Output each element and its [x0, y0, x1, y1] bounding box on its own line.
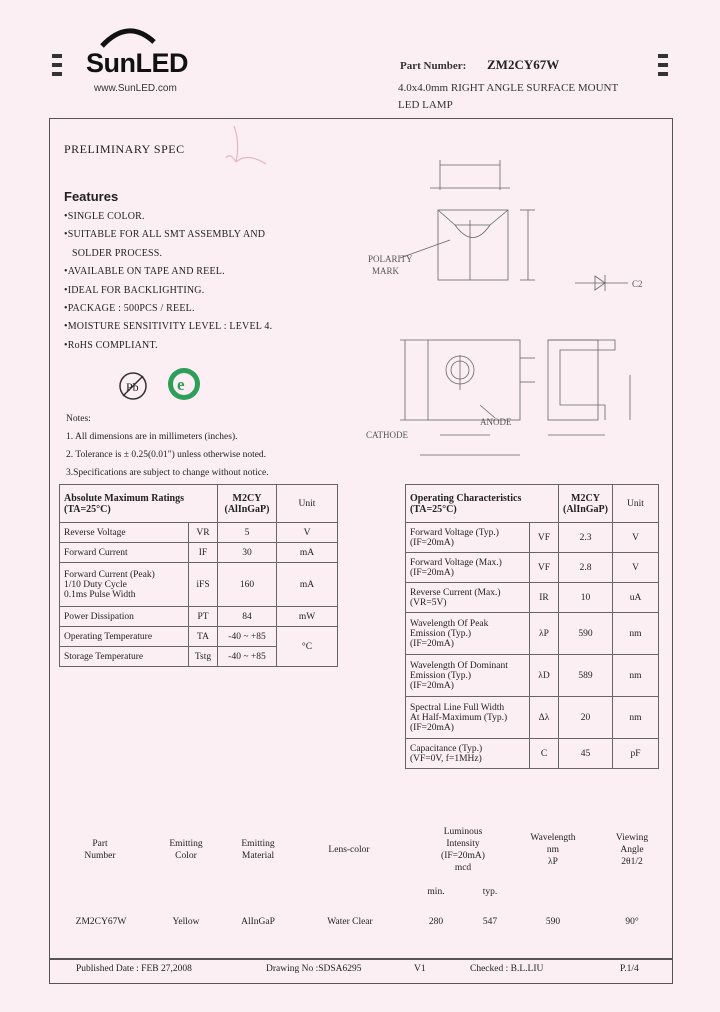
table-row: Forward Current IF 30 mA: [60, 543, 338, 563]
table-row: Operating Temperature TA -40 ~ +85 °C: [60, 627, 338, 647]
col-header-part: Part Number: [84, 839, 116, 861]
feature-item: •SINGLE COLOR.: [64, 211, 145, 222]
page-number: P.1/4: [620, 964, 639, 974]
table-header: Operating Characteristics (TA=25°C): [406, 485, 559, 523]
note-item: 1. All dimensions are in millimeters (inches).: [66, 432, 238, 442]
absolute-max-ratings-table: [59, 484, 338, 667]
part-number: ZM2CY67W: [487, 57, 560, 72]
row-lens: Water Clear: [327, 917, 373, 927]
row-wavelength: 590: [545, 917, 561, 927]
table-row: Forward Voltage (Max.) (IF=20mA) VF 2.8 V: [406, 553, 659, 583]
row-color: Yellow: [172, 917, 200, 927]
feature-item: •IDEAL FOR BACKLIGHTING.: [64, 284, 205, 296]
feature-item: •SUITABLE FOR ALL SMT ASSEMBLY AND: [64, 229, 266, 241]
drawing-number: Drawing No :SDSA6295: [266, 964, 362, 974]
description-line1: 4.0x4.0mm RIGHT ANGLE SURFACE MOUNT: [398, 82, 619, 94]
features-list: [64, 208, 272, 355]
svg-text:e: e: [177, 375, 185, 394]
min-label: min.: [427, 887, 445, 897]
svg-text:ANODE: ANODE: [480, 417, 512, 427]
row-min: 280: [428, 917, 444, 927]
notes: [66, 410, 269, 482]
col-header-lens-color: Lens-color: [328, 845, 370, 855]
table-header: M2CY (AlInGaP): [559, 485, 613, 523]
svg-text:MARK: MARK: [372, 266, 400, 276]
note-item: 2. Tolerance is ± 0.25(0.01") unless otherwise noted.: [66, 450, 267, 460]
operating-characteristics-table: [405, 484, 659, 769]
col-header-emitting-color: Emitting Color: [169, 839, 203, 861]
svg-text:Pb: Pb: [126, 380, 139, 394]
table-row: Capacitance (Typ.) (VF=0V, f=1MHz) C 45 pF: [406, 739, 659, 769]
col-header-emitting-material: Emitting Material: [241, 839, 275, 861]
row-material: AlInGaP: [241, 917, 275, 927]
checked-by: Checked : B.L.LIU: [470, 964, 544, 974]
watermark-icon: [222, 122, 272, 172]
row-angle: 90°: [625, 917, 639, 927]
table-row: Wavelength Of Peak Emission (Typ.) (IF=20mA) λP 590 nm: [406, 613, 659, 655]
registration-mark-right: [658, 54, 668, 76]
table-header: Unit: [613, 485, 659, 523]
table-row: Wavelength Of Dominant Emission (Typ.) (IF=20mA) λD 589 nm: [406, 655, 659, 697]
pb-free-icon: [117, 370, 149, 402]
registration-mark-left: [52, 54, 62, 76]
row-part-number: ZM2CY67W: [75, 917, 127, 927]
col-header-luminous-intensity: Luminous Intensity (IF=20mA) mcd: [441, 827, 485, 873]
table-header: Absolute Maximum Ratings (TA=25°C): [60, 485, 218, 523]
svg-text:CATHODE: CATHODE: [366, 430, 408, 440]
footer: [49, 958, 673, 984]
description-line2: LED LAMP: [398, 99, 453, 111]
col-header-wavelength: Wavelength nm λP: [530, 833, 576, 867]
row-typ: 547: [482, 917, 498, 927]
part-number-label: Part Number:: [400, 60, 467, 72]
svg-text:POLARITY: POLARITY: [368, 254, 413, 264]
feature-item: •PACKAGE : 500PCS / REEL.: [64, 303, 195, 315]
feature-item: •RoHS COMPLIANT.: [64, 339, 158, 351]
table-header: M2CY (AlInGaP): [218, 485, 277, 523]
brand-logo: SunLED: [86, 48, 188, 78]
table-row: Spectral Line Full Width At Half-Maximum (Typ.) (IF=20mA) Δλ 20 nm: [406, 697, 659, 739]
col-header-viewing-angle: Viewing Angle 2θ1/2: [615, 833, 649, 867]
rohs-eco-icon: [166, 366, 202, 402]
typ-label: typ.: [482, 887, 498, 897]
logo-arc-icon: [98, 22, 158, 48]
table-row: Reverse Voltage VR 5 V: [60, 523, 338, 543]
published-date: Published Date : FEB 27,2008: [76, 964, 192, 974]
preliminary-spec-label: PRELIMINARY SPEC: [64, 142, 185, 156]
version: V1: [414, 964, 426, 974]
note-item: 3.Specifications are subject to change without notice.: [66, 468, 269, 478]
table-row: Power Dissipation PT 84 mW: [60, 607, 338, 627]
table-row: Storage Temperature Tstg -40 ~ +85: [60, 647, 338, 667]
website-link[interactable]: www.SunLED.com: [94, 83, 177, 94]
table-header: Unit: [277, 485, 338, 523]
package-drawing: [360, 150, 660, 470]
table-row: Reverse Current (Max.) (VR=5V) IR 10 uA: [406, 583, 659, 613]
notes-title: Notes:: [66, 414, 91, 424]
feature-item: SOLDER PROCESS.: [72, 247, 163, 259]
features-title: Features: [64, 189, 119, 204]
table-row: Forward Voltage (Typ.) (IF=20mA) VF 2.3 V: [406, 523, 659, 553]
feature-item: •MOISTURE SENSITIVITY LEVEL : LEVEL 4.: [64, 321, 273, 333]
svg-text:C2: C2: [632, 279, 643, 289]
feature-item: •AVAILABLE ON TAPE AND REEL.: [64, 266, 225, 278]
table-row: Forward Current (Peak) 1/10 Duty Cycle 0.1ms Pulse Width iFS 160 mA: [60, 563, 338, 607]
